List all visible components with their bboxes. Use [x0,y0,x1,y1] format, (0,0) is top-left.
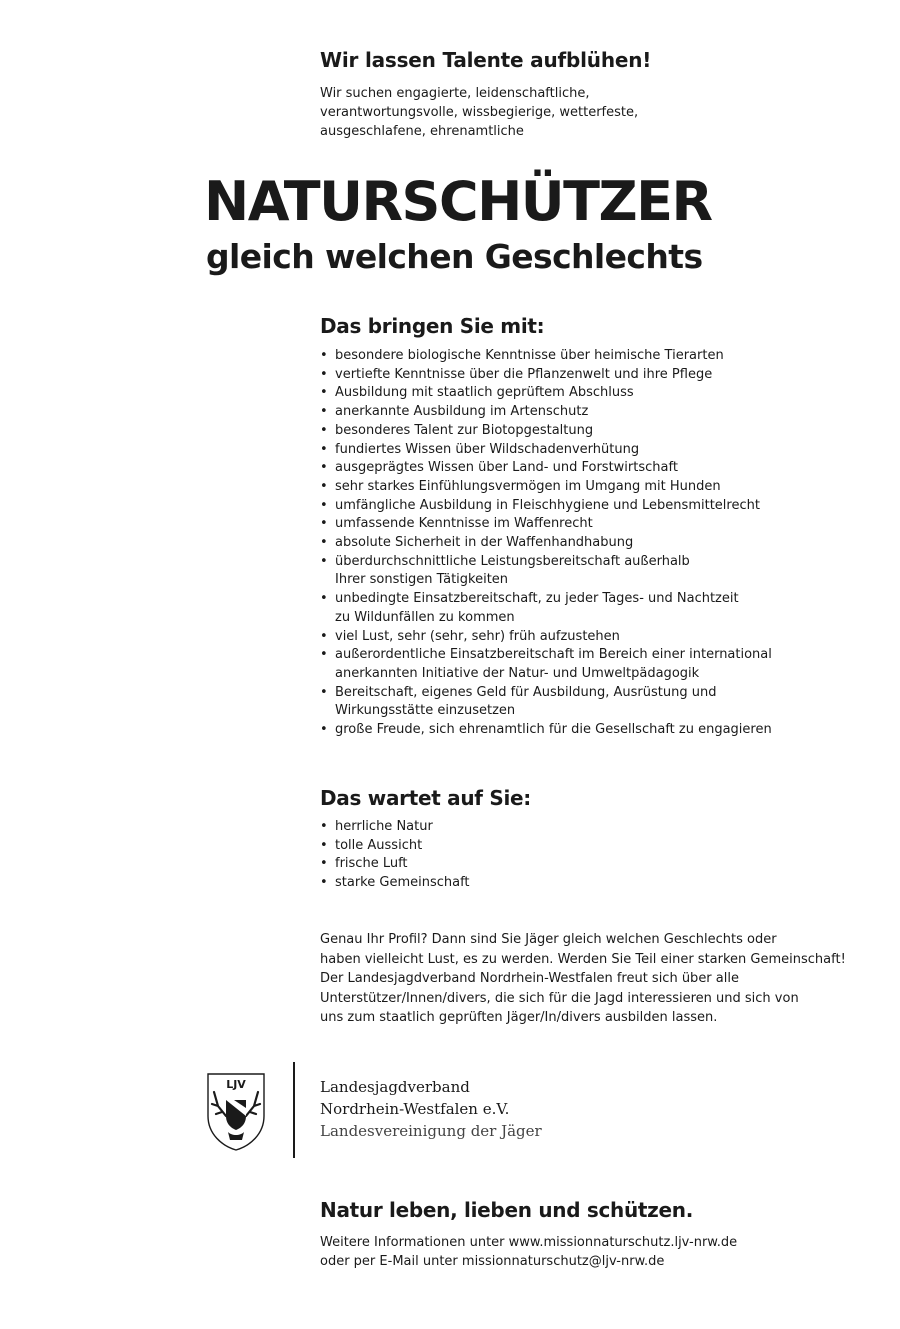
requirement-item-text: • fundiertes Wissen über Wildschadenverhütung [335,441,640,457]
requirement-item-text: • unbedingte Einsatzbereitschaft, zu jeder Tages- und Nachtzeit [335,591,739,607]
requirement-item [320,366,772,385]
benefit-item [320,818,470,837]
benefit-item-text: • frische Luft [335,856,408,872]
requirement-item [320,515,772,534]
requirement-item [320,721,772,740]
intro-line: verantwortungsvolle, wissbegierige, wetterfeste, [320,105,639,120]
benefit-item [320,837,470,856]
benefits-heading: Das wartet auf Sie: [320,786,531,810]
requirement-item [320,422,772,441]
requirement-item-text: • umfassende Kenntnisse im Waffenrecht [335,516,593,532]
benefits-list [320,818,470,893]
requirement-item-text: • Ausbildung mit staatlich geprüftem Abschluss [335,385,634,401]
requirement-item [320,347,772,366]
benefit-item-text: • starke Gemeinschaft [335,875,470,891]
requirement-item-text: anerkannten Initiative der Natur- und Umweltpädagogik [335,665,700,681]
requirement-item [320,384,772,403]
requirement-item-text: • große Freude, sich ehrenamtlich für die Gesellschaft zu engagieren [335,722,772,738]
requirement-item-text: • absolute Sicherheit in der Waffenhandhabung [335,535,634,551]
benefit-item [320,874,470,893]
contact-email: oder per E-Mail unter missionnaturschutz@ljv-nrw.de [320,1254,665,1269]
organization-tagline: Landesvereinigung der Jäger [320,1122,542,1140]
requirement-item-text: • ausgeprägtes Wissen über Land- und Forstwirtschaft [335,460,678,476]
requirement-item-text: • außerordentliche Einsatzbereitschaft im Bereich einer international [335,647,772,663]
page-title: NATURSCHÜTZER [204,170,712,233]
requirements-heading: Das bringen Sie mit: [320,314,545,338]
requirement-item [320,590,772,627]
requirements-list [320,347,772,740]
requirement-item-text: • überdurchschnittliche Leistungsbereitschaft außerhalb [335,553,690,569]
organization-block [320,1076,542,1142]
requirement-item-text: • anerkannte Ausbildung im Artenschutz [335,404,589,420]
requirement-item [320,553,772,590]
paragraph-line: Unterstützer/Innen/divers, die sich für die Jagd interessieren und sich von [320,990,799,1006]
requirement-item [320,441,772,460]
slogan: Natur leben, lieben und schützen. [320,1198,694,1222]
intro-line: Wir suchen engagierte, leidenschaftliche, [320,86,590,101]
requirement-item-text: Wirkungsstätte einzusetzen [335,703,516,719]
organization-name: Landesjagdverband [320,1078,470,1096]
requirement-item-text: • viel Lust, sehr (sehr, sehr) früh aufzustehen [335,628,620,644]
requirement-item-text: Ihrer sonstigen Tätigkeiten [335,572,509,588]
paragraph-line: uns zum staatlich geprüften Jäger/In/divers ausbilden lassen. [320,1010,718,1025]
requirement-item-text: • sehr starkes Einfühlungsvermögen im Umgang mit Hunden [335,478,721,494]
crest-lettering: LJV [226,1078,246,1091]
closing-paragraph [320,930,880,1028]
requirement-item-text: • besondere biologische Kenntnisse über heimische Tierarten [335,348,724,363]
organization-region: Nordrhein-Westfalen e.V. [320,1100,510,1118]
logo-divider [293,1062,295,1158]
requirement-item [320,497,772,516]
contact-info [320,1233,737,1271]
requirement-item [320,628,772,647]
requirement-item-text: zu Wildunfällen zu kommen [335,609,515,625]
requirement-item [320,684,772,721]
page-subtitle: gleich welchen Geschlechts [206,237,703,276]
requirement-item [320,459,772,478]
requirement-item-text: • besonderes Talent zur Biotopgestaltung [335,422,594,438]
benefit-item-text: • herrliche Natur [335,819,433,834]
requirement-item-text: • umfängliche Ausbildung in Fleischhygiene und Lebensmittelrecht [335,497,760,513]
headline: Wir lassen Talente aufblühen! [320,48,652,72]
requirement-item-text: • Bereitschaft, eigenes Geld für Ausbildung, Ausrüstung und [335,684,717,700]
paragraph-line: Genau Ihr Profil? Dann sind Sie Jäger gleich welchen Geschlechts oder [320,932,777,947]
requirement-item [320,534,772,553]
requirement-item [320,478,772,497]
benefit-item-text: • tolle Aussicht [335,837,423,853]
intro-text [320,84,780,141]
paragraph-line: haben vielleicht Lust, es zu werden. Werden Sie Teil einer starken Gemeinschaft! [320,951,846,967]
requirement-item [320,403,772,422]
requirement-item [320,646,772,683]
requirement-item-text: • vertiefte Kenntnisse über die Pflanzenwelt und ihre Pflege [335,366,713,382]
intro-line: ausgeschlafene, ehrenamtliche [320,124,524,139]
paragraph-line: Der Landesjagdverband Nordrhein-Westfalen freut sich über alle [320,971,739,986]
benefit-item [320,855,470,874]
ljv-crest-logo [204,1070,268,1152]
contact-website: Weitere Informationen unter www.missionnaturschutz.ljv-nrw.de [320,1235,738,1250]
